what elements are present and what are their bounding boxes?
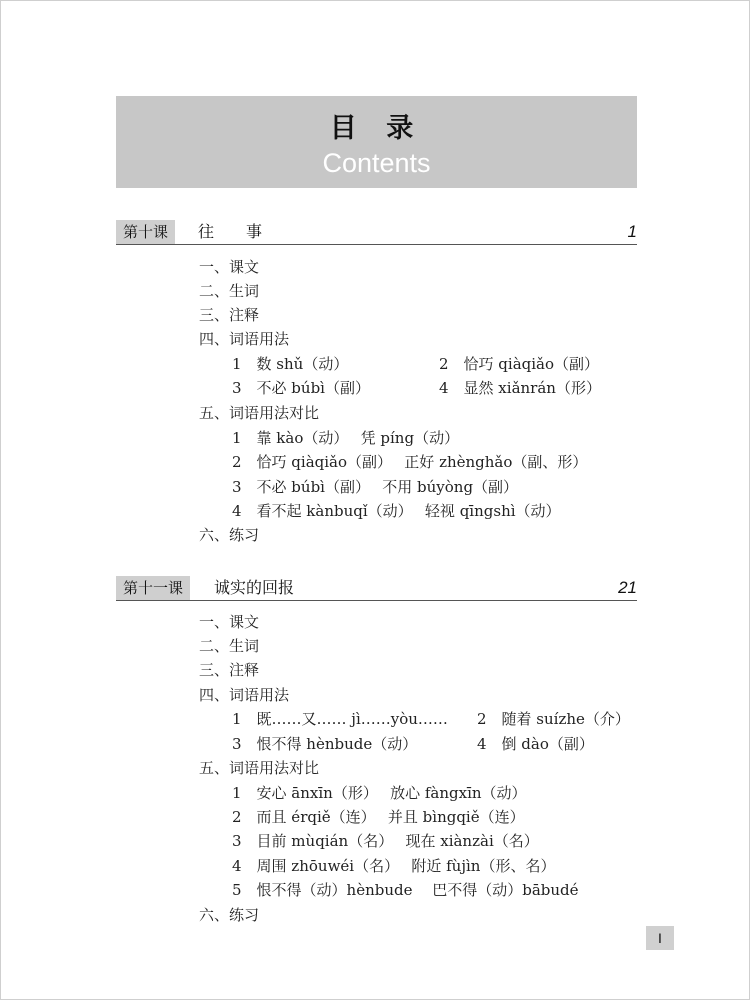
toc-item: 1 安心 ānxīn（形） 放心 fàngxīn（动） bbox=[232, 784, 527, 802]
toc-item: 3 不必 búbì（副） 不用 búyòng（副） bbox=[232, 478, 519, 496]
toc-item: 4 显然 xiǎnrán（形） bbox=[439, 379, 601, 397]
toc-section: 一、课文 bbox=[199, 613, 260, 631]
contents-title-english: Contents bbox=[322, 148, 431, 178]
lesson-heading[interactable] bbox=[116, 576, 637, 601]
toc-item: 1 既……又…… jì……yòu…… bbox=[232, 710, 448, 728]
lesson-title: 往 事 bbox=[198, 222, 263, 241]
toc-item: 1 靠 kào（动） 凭 píng（动） bbox=[232, 429, 460, 447]
toc-section: 六、练习 bbox=[199, 906, 260, 924]
lesson-page-number: 21 bbox=[618, 578, 637, 597]
toc-item: 3 目前 mùqián（名） 现在 xiànzài（名） bbox=[232, 832, 539, 850]
toc-section: 四、词语用法 bbox=[199, 330, 290, 348]
toc-section: 一、课文 bbox=[199, 258, 260, 276]
toc-section: 三、注释 bbox=[199, 661, 260, 679]
toc-item: 2 恰巧 qiàqiǎo（副） bbox=[439, 355, 600, 373]
lesson-title: 诚实的回报 bbox=[214, 578, 295, 597]
toc-section: 六、练习 bbox=[199, 526, 260, 544]
toc-section: 五、词语用法对比 bbox=[199, 759, 320, 777]
toc-section: 二、生词 bbox=[199, 637, 260, 655]
contents-header bbox=[116, 96, 637, 188]
lesson-heading[interactable] bbox=[116, 220, 637, 245]
lesson-page-number: 1 bbox=[627, 222, 637, 241]
toc-item: 2 随着 suízhe（介） bbox=[477, 710, 630, 728]
contents-title-chinese: 目 录 bbox=[329, 113, 424, 144]
toc-item: 4 倒 dào（副） bbox=[477, 735, 594, 753]
toc-item: 2 恰巧 qiàqiǎo（副） 正好 zhènghǎo（副、形） bbox=[232, 453, 588, 471]
lesson-number-tag: 第十一课 bbox=[116, 576, 190, 600]
toc-item: 4 看不起 kànbuqǐ（动） 轻视 qīngshì（动） bbox=[232, 502, 561, 520]
lesson-number-tag: 第十课 bbox=[116, 220, 175, 244]
toc-item: 4 周围 zhōuwéi（名） 附近 fùjìn（形、名） bbox=[232, 857, 556, 875]
page-number: I bbox=[646, 926, 674, 950]
toc-item: 3 不必 búbì（副） bbox=[232, 379, 370, 397]
toc-item: 5 恨不得（动）hènbude 巴不得（动）bābudé bbox=[232, 881, 579, 899]
toc-item: 2 而且 érqiě（连） 并且 bìngqiě（连） bbox=[232, 808, 525, 826]
toc-section: 二、生词 bbox=[199, 282, 260, 300]
toc-item: 3 恨不得 hènbude（动） bbox=[232, 735, 418, 753]
toc-section: 五、词语用法对比 bbox=[199, 404, 320, 422]
toc-item: 1 数 shǔ（动） bbox=[232, 355, 349, 373]
toc-section: 三、注释 bbox=[199, 306, 260, 324]
toc-section: 四、词语用法 bbox=[199, 686, 290, 704]
